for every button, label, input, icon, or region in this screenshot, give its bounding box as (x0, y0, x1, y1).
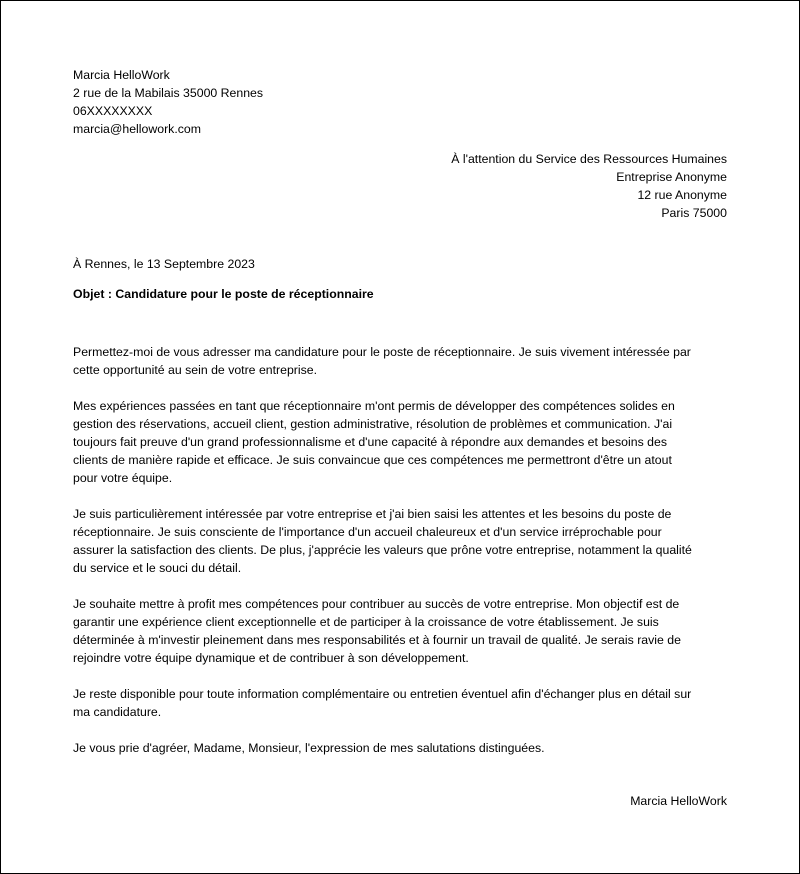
paragraph-motivation (73, 505, 733, 577)
letter-body (73, 343, 733, 775)
recipient-block (451, 150, 727, 222)
paragraph-line: Je souhaite mettre à profit mes compétences pour contribuer au succès de votre entreprise. Mon objectif est de (73, 597, 680, 611)
paragraph-line: toujours fait preuve d'un grand professionnalisme et d'une capacité à répondre aux demandes et besoins des (73, 435, 667, 449)
paragraph-line: assurer la satisfaction des clients. De plus, j'apprécie les valeurs que prône votre entreprise, notamment la qualité (73, 543, 692, 557)
paragraph-line: déterminée à m'investir pleinement dans mes responsabilités et à fournir un travail de qualité. Je serais ravie de (73, 633, 681, 647)
paragraph-availability (73, 685, 733, 721)
paragraph-line: Permettez-moi de vous adresser ma candidature pour le poste de réceptionnaire. Je suis vivement intéressée par (73, 345, 691, 359)
recipient-street: 12 rue Anonyme (637, 188, 727, 202)
sender-email: marcia@hellowork.com (73, 122, 201, 136)
paragraph-line: du service et le souci du détail. (73, 561, 242, 575)
sender-phone: 06XXXXXXXX (73, 104, 153, 118)
recipient-company: Entreprise Anonyme (616, 170, 727, 184)
paragraph-intro (73, 343, 733, 379)
letter-date: À Rennes, le 13 Septembre 2023 (73, 257, 255, 271)
sender-address: 2 rue de la Mabilais 35000 Rennes (73, 86, 264, 100)
paragraph-line: clients de manière rapide et efficace. Je suis convaincue que ces compétences me permettront d'être un atout (73, 453, 672, 467)
paragraph-line: gestion des réservations, accueil client, gestion administrative, résolution de problèmes et communication. J'ai (73, 417, 673, 431)
paragraph-line: ma candidature. (73, 705, 162, 719)
sender-block (73, 66, 263, 138)
recipient-city: Paris 75000 (661, 206, 727, 220)
signature: Marcia HelloWork (630, 794, 727, 808)
paragraph-experience (73, 397, 733, 487)
paragraph-closing (73, 739, 733, 757)
paragraph-line: Je suis particulièrement intéressée par votre entreprise et j'ai bien saisi les attentes et les besoins du poste de (73, 507, 672, 521)
paragraph-line: réceptionnaire. Je suis consciente de l'importance d'un accueil chaleureux et d'un service irréprochable pour (73, 525, 662, 539)
paragraph-objective (73, 595, 733, 667)
paragraph-line: cette opportunité au sein de votre entreprise. (73, 363, 318, 377)
paragraph-line: Mes expériences passées en tant que réceptionnaire m'ont permis de développer des compétences solides en (73, 399, 675, 413)
paragraph-line: rejoindre votre équipe dynamique et de contribuer à son développement. (73, 651, 469, 665)
letter-subject: Objet : Candidature pour le poste de réceptionnaire (73, 287, 374, 301)
paragraph-line: Je vous prie d'agréer, Madame, Monsieur, l'expression de mes salutations distinguées. (73, 741, 545, 755)
sender-name: Marcia HelloWork (73, 68, 170, 82)
paragraph-line: Je reste disponible pour toute information complémentaire ou entretien éventuel afin d'échanger plus en détail sur (73, 687, 692, 701)
recipient-attention: À l'attention du Service des Ressources Humaines (451, 152, 727, 166)
paragraph-line: garantir une expérience client exceptionnelle et de participer à la croissance de votre établissement. Je suis (73, 615, 659, 629)
paragraph-line: pour votre équipe. (73, 471, 173, 485)
